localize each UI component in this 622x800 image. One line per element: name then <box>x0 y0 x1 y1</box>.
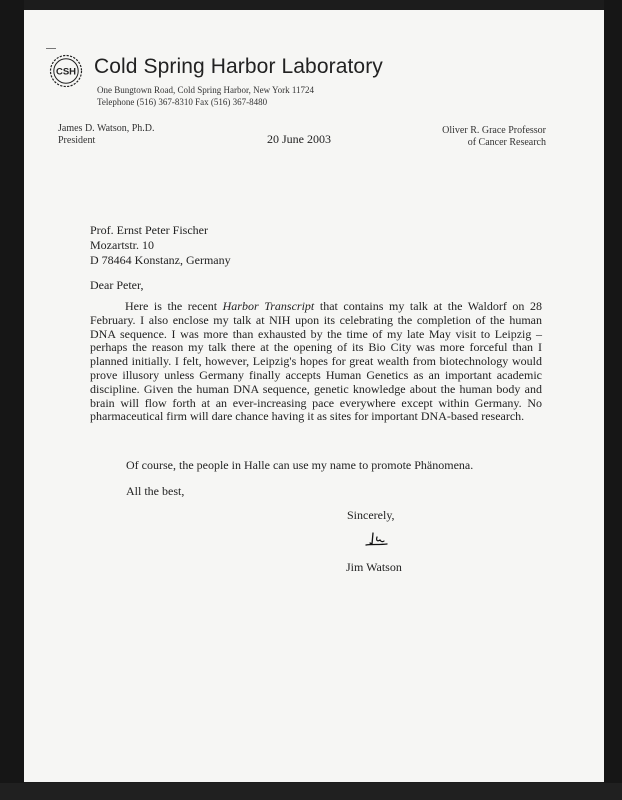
organization-name: Cold Spring Harbor Laboratory <box>94 55 383 78</box>
sign-off: Sincerely, <box>347 508 395 522</box>
professorship-line-2: of Cancer Research <box>467 137 546 148</box>
sender-title: President <box>58 135 96 146</box>
scan-frame-right <box>604 0 622 800</box>
letterhead-address <box>97 84 314 108</box>
salutation: Dear Peter, <box>90 278 144 292</box>
scan-frame-bottom <box>0 783 622 800</box>
sender-name: James D. Watson, Ph.D. <box>58 123 155 134</box>
signer-name: Jim Watson <box>346 560 402 574</box>
csh-seal-icon <box>49 54 83 88</box>
recipient-city: D 78464 Konstanz, Germany <box>90 253 231 267</box>
recipient-address <box>90 223 231 268</box>
scan-frame-left <box>0 0 24 800</box>
professorship-block <box>442 125 546 149</box>
recipient-street: Mozartstr. 10 <box>90 238 154 252</box>
para1-rest: that contains my talk at the Waldorf on 28 February. I also enclose my talk at NIH upon its celebrating the completion of the human DNA sequence. I was more than exhausted by the time of my late May visit to Leipzig – perhaps the reason my talk there at the opening of its Bio City was more forceful than I planned initially. I felt, however, Leipzig's hopes for great wealth from biotechnology would prove illusory unless Germany finally accepts Human Genetics as an important academic discipline. Given the human DNA sequence, genetic knowledge about the human body and brain will flow forth at an ever-increasing pace everywhere except within Germany. No pharmaceutical firm will dare chance having it as sites for important DNA-based research. <box>90 299 542 424</box>
professorship-line-1: Oliver R. Grace Professor <box>442 125 546 136</box>
letter-date: 20 June 2003 <box>267 132 331 146</box>
body-paragraph-2: Of course, the people in Halle can use my name to promote Phänomena. <box>126 458 474 472</box>
address-line: One Bungtown Road, Cold Spring Harbor, New York 11724 <box>97 85 315 95</box>
publication-title: Harbor Transcript <box>222 299 315 313</box>
letter-page <box>24 10 604 782</box>
body-paragraph-1 <box>90 300 542 424</box>
logo-text: CSH <box>55 66 77 78</box>
margin-mark <box>46 48 56 49</box>
handwritten-signature-icon <box>362 530 390 550</box>
sender-block <box>58 123 155 147</box>
closing-line: All the best, <box>126 484 185 498</box>
phone-line: Telephone (516) 367-8310 Fax (516) 367-8480 <box>97 97 268 107</box>
para1-intro: Here is the recent <box>125 299 223 313</box>
recipient-name: Prof. Ernst Peter Fischer <box>90 223 208 237</box>
